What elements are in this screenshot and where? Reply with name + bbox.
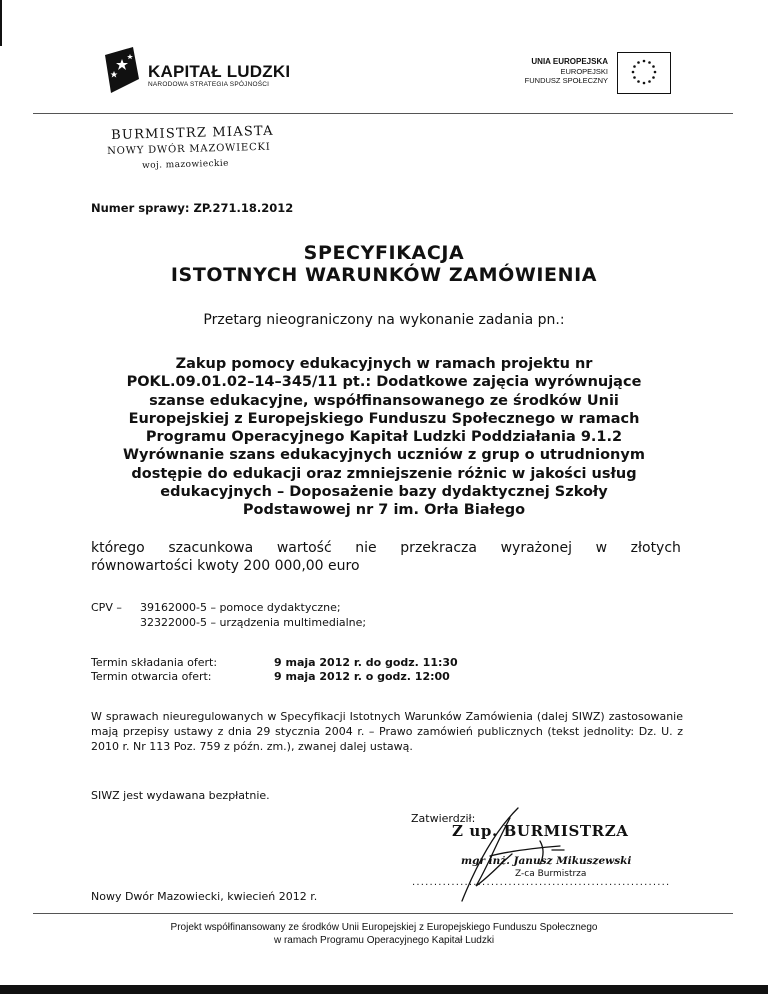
approval-stamp-title: Z up. BURMISTRZA xyxy=(452,822,629,840)
eu-label-line3: FUNDUSZ SPOŁECZNY xyxy=(524,76,608,85)
cpv-row xyxy=(91,600,366,615)
deadline-value: 9 maja 2012 r. o godz. 12:00 xyxy=(274,670,450,683)
cpv-item: 39162000-5 – pomoce dydaktyczne; xyxy=(140,601,341,614)
mayor-stamp-line3: woj. mazowieckie xyxy=(142,158,229,171)
mayor-stamp-line1: BURMISTRZ MIASTA xyxy=(111,123,274,143)
scan-bottom-edge xyxy=(0,985,768,994)
value-word: którego xyxy=(91,540,145,556)
subject-line: Programu Operacyjnego Kapitał Ludzki Poddziałania 9.1.2 xyxy=(145,429,623,446)
subject-line: Wyrównanie szans edukacyjnych uczniów z grup o utrudnionym xyxy=(123,447,645,464)
subject-line: POKL.09.01.02–14–345/11 pt.: Dodatkowe zajęcia wyrównujące xyxy=(126,374,642,391)
approval-label: Zatwierdził: xyxy=(411,812,476,825)
value-word: wyrażonej xyxy=(500,540,572,556)
place-and-date: Nowy Dwór Mazowiecki, kwiecień 2012 r. xyxy=(91,890,318,903)
kapital-ludzki-subtitle: NARODOWA STRATEGIA SPÓJNOŚCI xyxy=(148,81,270,88)
subject-line: szanse edukacyjne, współfinansowanego ze środków Unii xyxy=(149,392,619,409)
cpv-label: CPV – xyxy=(91,601,122,614)
handwritten-signature-icon xyxy=(440,806,570,906)
kapital-ludzki-title: KAPITAŁ LUDZKI xyxy=(148,62,291,81)
cpv-codes xyxy=(91,600,366,630)
value-word: przekracza xyxy=(400,540,477,556)
document-title-line1: SPECYFIKACJA xyxy=(303,242,465,264)
subject-line: Podstawowej nr 7 im. Orła Białego xyxy=(242,502,526,519)
signature-line: ........................................................... xyxy=(412,877,671,888)
cpv-row xyxy=(91,615,366,630)
subject-block xyxy=(60,355,708,520)
value-word: wartość xyxy=(276,540,332,556)
value-line2: równowartości kwoty 200 000,00 euro xyxy=(91,558,360,574)
legal-paragraph: W sprawach nieuregulowanych w Specyfikacji Istotnych Warunków Zamówienia (dalej SIWZ) zastosowanie mają przepisy ustawy z dnia 29 stycznia 2004 r. – Prawo zamówień publicznych (tekst jednolity: Dz. U. z 2010 r. Nr 113 Poz. 759 z późn. zm.), zwanej dalej ustawą. xyxy=(91,710,683,753)
value-word: złotych xyxy=(630,540,681,556)
deadline-row xyxy=(91,656,458,670)
kapital-ludzki-logo-icon xyxy=(103,45,141,95)
document-title-line2: ISTOTNYCH WARUNKÓW ZAMÓWIENIA xyxy=(170,264,598,286)
footer-divider xyxy=(33,913,733,914)
footer xyxy=(0,921,768,947)
mayor-stamp-line2: NOWY DWÓR MAZOWIECKI xyxy=(107,141,271,157)
deadline-label: Termin otwarcia ofert: xyxy=(91,670,212,683)
subject-line: Europejskiej z Europejskiego Funduszu Społecznego w ramach xyxy=(128,410,640,427)
value-word: szacunkowa xyxy=(168,540,254,556)
footer-line2: w ramach Programu Operacyjnego Kapitał Ludzki xyxy=(273,935,495,946)
footer-line1: Projekt współfinansowany ze środków Unii Europejskiej z Europejskiego Funduszu Społecznego xyxy=(170,922,598,933)
cpv-item: 32322000-5 – urządzenia multimedialne; xyxy=(140,616,367,629)
deadline-value: 9 maja 2012 r. do godz. 11:30 xyxy=(274,656,458,669)
value-word: w xyxy=(595,540,608,556)
eu-label-line2: EUROPEJSKI xyxy=(560,66,608,76)
subject-line: Zakup pomocy edukacyjnych w ramach projektu nr xyxy=(175,356,593,372)
approval-stamp-name: mgr inż. Janusz Mikuszewski xyxy=(461,855,632,867)
eu-label-line1: UNIA EUROPEJSKA xyxy=(531,57,608,66)
value-line1 xyxy=(91,539,681,557)
scan-edge-line xyxy=(0,0,2,46)
intro-text: Przetarg nieograniczony na wykonanie zadania pn.: xyxy=(203,312,565,328)
estimated-value xyxy=(91,539,681,575)
free-of-charge-note: SIWZ jest wydawana bezpłatnie. xyxy=(91,789,270,802)
eu-label xyxy=(468,57,608,86)
eu-flag-icon xyxy=(617,52,671,94)
value-word: nie xyxy=(355,540,377,556)
header-divider xyxy=(33,113,733,114)
deadlines xyxy=(91,656,458,684)
approval-stamp-role: Z-ca Burmistrza xyxy=(515,869,587,879)
deadline-label: Termin składania ofert: xyxy=(91,656,218,669)
subject-line: dostępie do edukacji oraz zmniejszenie różnic w jakości usług xyxy=(131,465,637,482)
subject-line: edukacyjnych – Doposażenie bazy dydaktycznej Szkoły xyxy=(160,484,608,501)
deadline-row xyxy=(91,670,458,684)
case-number: Numer sprawy: ZP.271.18.2012 xyxy=(91,201,294,215)
